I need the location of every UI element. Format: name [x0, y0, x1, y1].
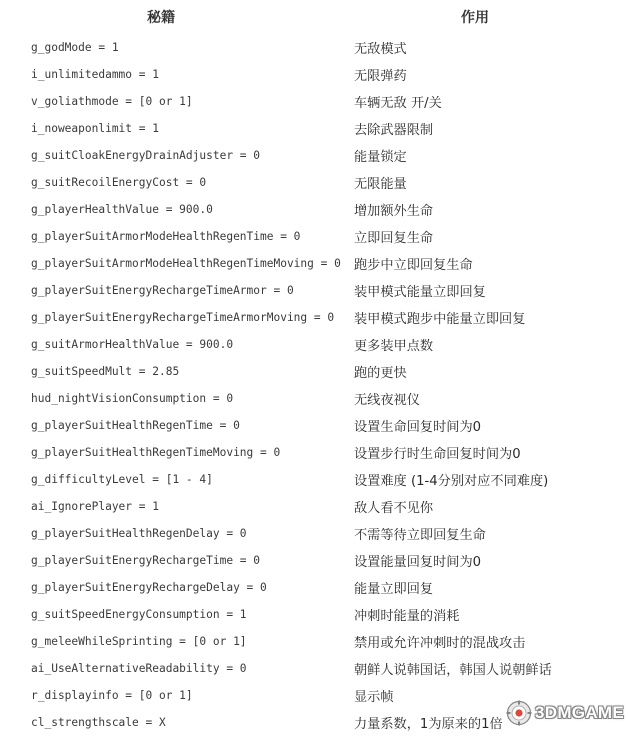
cheat-effect: 无限弹药	[354, 69, 407, 84]
table-row	[0, 196, 628, 223]
cheat-code: g_playerSuitEnergyRechargeTime = 0	[31, 554, 261, 567]
cheat-code: g_suitRecoilEnergyCost = 0	[31, 176, 207, 189]
cheat-effect: 跑步中立即回复生命	[354, 258, 473, 273]
cheat-effect: 能量立即回复	[354, 582, 434, 597]
table-row	[0, 142, 628, 169]
cheat-code: g_playerHealthValue = 900.0	[31, 203, 213, 216]
cheat-effect: 跑的更快	[354, 366, 407, 381]
cheat-code: ai_IgnorePlayer = 1	[31, 500, 159, 513]
cheat-code: g_suitSpeedMult = 2.85	[31, 365, 180, 378]
table-row	[0, 115, 628, 142]
cheat-code: g_playerSuitHealthRegenTimeMoving = 0	[31, 446, 281, 459]
cheat-effect: 设置生命回复时间为0	[354, 420, 482, 435]
table-row	[0, 358, 628, 385]
cheat-effect: 能量锁定	[354, 150, 407, 165]
cheat-code: g_playerSuitEnergyRechargeTimeArmor = 0	[31, 284, 294, 297]
cheat-code: i_noweaponlimit = 1	[31, 122, 159, 135]
cheat-code: g_playerSuitArmorModeHealthRegenTime = 0	[31, 230, 301, 243]
cheat-effect: 设置步行时生命回复时间为0	[354, 447, 521, 462]
table-row	[0, 304, 628, 331]
cheat-code: g_playerSuitEnergyRechargeTimeArmorMoving = 0	[31, 311, 335, 324]
header-cheat-code: 秘籍	[147, 10, 175, 26]
cheat-effect: 增加额外生命	[354, 204, 434, 219]
cheat-effect: 更多装甲点数	[354, 339, 434, 354]
cheat-code: g_suitArmorHealthValue = 900.0	[31, 338, 234, 351]
cheat-effect: 不需等待立即回复生命	[354, 528, 486, 543]
table-row	[0, 250, 628, 277]
cheat-code: g_suitCloakEnergyDrainAdjuster = 0	[31, 149, 261, 162]
table-row	[0, 601, 628, 628]
cheat-effect: 车辆无敌 开/关	[354, 96, 442, 111]
cheat-effect: 装甲模式能量立即回复	[354, 285, 486, 300]
cheat-code: g_difficultyLevel = [1 - 4]	[31, 473, 213, 486]
table-row	[0, 223, 628, 250]
table-row	[0, 88, 628, 115]
cheat-code: g_meleeWhileSprinting = [0 or 1]	[31, 635, 247, 648]
cheat-effect: 朝鲜人说韩国话，韩国人说朝鲜话	[354, 663, 552, 678]
cheat-code: g_playerSuitHealthRegenDelay = 0	[31, 527, 247, 540]
cheat-effect: 冲刺时能量的消耗	[354, 609, 460, 624]
table-body	[0, 34, 628, 736]
cheat-code: g_godMode = 1	[31, 41, 119, 54]
table-row	[0, 61, 628, 88]
watermark	[506, 700, 624, 726]
cheat-code: g_suitSpeedEnergyConsumption = 1	[31, 608, 247, 621]
cheat-code: i_unlimitedammo = 1	[31, 68, 159, 81]
table-row	[0, 520, 628, 547]
cheat-effect: 无限能量	[354, 177, 407, 192]
table-header-row	[0, 0, 628, 34]
cheat-effect: 设置难度 (1-4分别对应不同难度)	[354, 474, 549, 489]
cheat-code: r_displayinfo = [0 or 1]	[31, 689, 193, 702]
table-row	[0, 331, 628, 358]
cheat-effect: 力量系数，1为原来的1倍	[354, 717, 503, 732]
cheat-code: hud_nightVisionConsumption = 0	[31, 392, 234, 405]
table-row	[0, 385, 628, 412]
cheat-code: g_playerSuitHealthRegenTime = 0	[31, 419, 240, 432]
cheat-code: cl_strengthscale = X	[31, 716, 166, 729]
cheat-effect: 显示帧	[354, 690, 394, 705]
header-effect: 作用	[461, 10, 489, 26]
cheat-effect: 立即回复生命	[354, 231, 434, 246]
table-row	[0, 169, 628, 196]
table-row	[0, 34, 628, 61]
table-row	[0, 574, 628, 601]
watermark-text: 3DMGAME	[535, 703, 624, 722]
3dm-logo-icon	[506, 700, 532, 726]
table-row	[0, 412, 628, 439]
cheat-code: g_playerSuitEnergyRechargeDelay = 0	[31, 581, 267, 594]
cheat-effect: 设置能量回复时间为0	[354, 555, 482, 570]
cheat-effect: 无线夜视仪	[354, 393, 420, 408]
cheat-effect: 禁用或允许冲刺时的混战攻击	[354, 636, 526, 651]
cheat-effect: 无敌模式	[354, 42, 407, 57]
cheat-code: v_goliathmode = [0 or 1]	[31, 95, 193, 108]
table-row	[0, 277, 628, 304]
cheat-effect: 敌人看不见你	[354, 501, 434, 516]
cheat-code: ai_UseAlternativeReadability = 0	[31, 662, 247, 675]
table-row	[0, 466, 628, 493]
table-row	[0, 439, 628, 466]
cheat-effect: 去除武器限制	[354, 123, 434, 138]
table-row	[0, 655, 628, 682]
table-row	[0, 547, 628, 574]
table-row	[0, 493, 628, 520]
table-row	[0, 628, 628, 655]
cheat-code: g_playerSuitArmorModeHealthRegenTimeMoving = 0	[31, 257, 341, 270]
cheat-effect: 装甲模式跑步中能量立即回复	[354, 312, 526, 327]
